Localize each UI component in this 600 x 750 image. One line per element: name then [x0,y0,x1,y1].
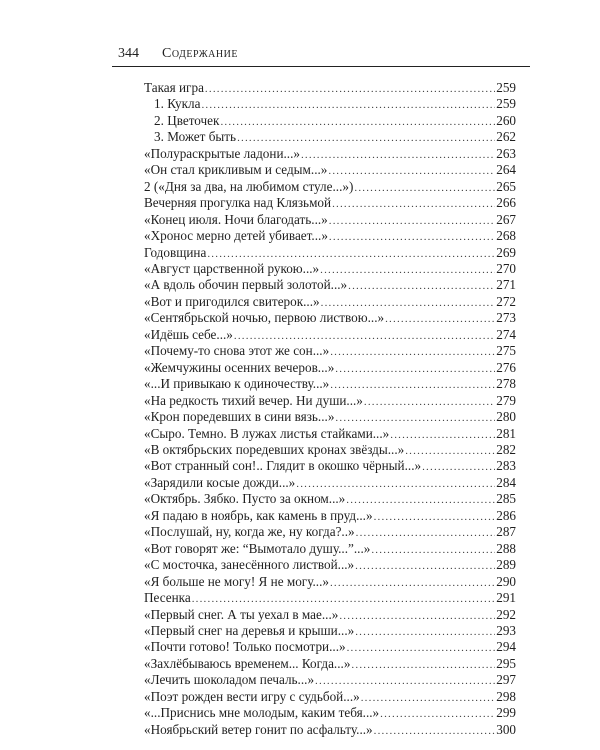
toc-entry-title: 1. Кукла [154,96,201,112]
toc-leader-dots [330,377,495,393]
toc-entry [144,574,516,590]
toc-entry-title: Песенка [144,590,191,606]
toc-entry-title: «Первый снег. А ты уехал в мае...» [144,606,339,622]
toc-leader-dots [328,163,495,179]
toc-entry-page: 290 [496,573,516,589]
table-of-contents [144,80,516,738]
toc-entry-title: 2 («Дня за два, на любимом стуле...») [144,178,354,194]
toc-leader-dots [205,81,495,97]
toc-entry-title: 3. Может быть [154,129,237,145]
toc-entry-title: «Ноябрьский ветер гонит по асфальту...» [144,721,373,737]
toc-leader-dots [390,427,495,443]
toc-entry-title: Годовщина [144,244,207,260]
toc-leader-dots [330,344,495,360]
toc-entry-title: «Идёшь себе...» [144,326,233,342]
toc-entry [144,475,516,491]
toc-entry-title: «Август царственной рукою...» [144,260,320,276]
toc-entry-title: «Я падаю в ноябрь, как камень в пруд...» [144,507,373,523]
toc-entry-page: 266 [496,195,516,211]
toc-entry-title: «Послушай, ну, когда же, ну когда?..» [144,524,355,540]
toc-entry-page: 282 [496,441,516,457]
toc-entry [144,541,516,557]
toc-entry [144,162,516,178]
toc-entry [144,426,516,442]
toc-entry [144,607,516,623]
running-header [112,44,530,67]
toc-entry [144,327,516,343]
toc-leader-dots [364,394,495,410]
toc-leader-dots [356,525,496,541]
toc-entry-title: «Лечить шоколадом печаль...» [144,672,315,688]
toc-entry-page: 267 [496,211,516,227]
toc-entry-page: 299 [496,705,516,721]
toc-leader-dots [422,459,495,475]
toc-entry-page: 280 [496,409,516,425]
toc-entry-title: «Я больше не могу! Я не могу...» [144,573,329,589]
toc-leader-dots [335,361,495,377]
toc-entry-title: «Захлёбываюсь временем... Когда...» [144,655,351,671]
toc-entry-page: 263 [496,145,516,161]
toc-entry-title: «Вот говорят же: “Вымотало душу...”...» [144,540,371,556]
toc-entry-page: 281 [496,425,516,441]
toc-entry [144,261,516,277]
toc-leader-dots [347,640,496,656]
toc-entry [144,722,516,738]
toc-entry-title: «...И привыкаю к одиночеству...» [144,376,330,392]
toc-leader-dots [207,246,495,262]
toc-entry-title: «...Приснись мне молодым, каким тебя...» [144,705,380,721]
toc-entry-title: «Хронос мерно детей убивает...» [144,228,328,244]
toc-entry-page: 271 [496,277,516,293]
toc-entry [144,705,516,721]
toc-entry-title: «Крон поредевших в сини вязь...» [144,409,335,425]
toc-entry [144,195,516,211]
toc-entry-title: «Вот странный сон!.. Глядит в окошко чёрный...» [144,458,422,474]
toc-entry-title: Такая игра [144,80,204,95]
toc-entry [144,376,516,392]
toc-leader-dots [371,542,495,558]
toc-leader-dots [237,130,495,146]
toc-entry-title: «Жемчужины осенних вечеров...» [144,359,335,375]
toc-entry-title: 2. Цветочек [154,112,220,128]
toc-entry-page: 294 [496,639,516,655]
toc-entry [144,294,516,310]
toc-entry-page: 275 [496,343,516,359]
toc-entry-page: 286 [496,507,516,523]
toc-entry [144,245,516,261]
toc-entry-page: 291 [496,590,516,606]
toc-entry-title: «Вот и пригодился свитерок...» [144,293,320,309]
toc-entry-title: «Сыро. Темно. В лужах листья стайками...» [144,425,390,441]
toc-entry-title: «Почему-то снова этот же сон...» [144,343,330,359]
toc-entry-title: «С мосточка, занесённого листвой...» [144,557,355,573]
toc-entry-page: 288 [496,540,516,556]
toc-entry-title: «В октябрьских поредевших кронах звёзды...» [144,441,405,457]
toc-leader-dots [201,97,495,113]
toc-entry-page: 283 [496,458,516,474]
toc-entry [144,508,516,524]
toc-entry-page: 265 [496,178,516,194]
toc-entry [144,113,516,129]
toc-entry [144,639,516,655]
toc-entry-page: 259 [496,96,516,112]
toc-entry [144,212,516,228]
toc-leader-dots [329,213,495,229]
toc-entry-title: «Полураскрытые ладони...» [144,145,300,161]
toc-leader-dots [329,229,495,245]
toc-leader-dots [405,443,495,459]
toc-entry-title: «Зарядили косые дожди...» [144,474,296,490]
toc-entry [144,360,516,376]
toc-leader-dots [321,295,496,311]
toc-entry-page: 295 [496,655,516,671]
toc-leader-dots [351,657,495,673]
toc-entry-page: 269 [496,244,516,260]
toc-leader-dots [315,673,495,689]
toc-leader-dots [220,114,495,130]
toc-leader-dots [361,690,495,706]
toc-entry-page: 297 [496,672,516,688]
toc-leader-dots [330,575,495,591]
toc-leader-dots [296,476,495,492]
toc-entry [144,672,516,688]
toc-entry [144,129,516,145]
toc-entry-page: 272 [496,293,516,309]
toc-entry [144,96,516,112]
toc-entry-title: «На редкость тихий вечер. Ни души...» [144,392,363,408]
toc-entry [144,590,516,606]
toc-entry-page: 268 [496,228,516,244]
toc-entry-page: 300 [496,721,516,737]
toc-entry-title: «А вдоль обочин первый золотой...» [144,277,348,293]
toc-entry-page: 259 [496,80,516,95]
toc-entry [144,524,516,540]
toc-entry-title: «Поэт рожден вести игру с судьбой...» [144,688,360,704]
toc-entry-page: 260 [496,112,516,128]
section-title: Содержание [162,46,238,61]
toc-entry-page: 262 [496,129,516,145]
toc-entry [144,277,516,293]
toc-entry [144,557,516,573]
toc-entry [144,623,516,639]
toc-leader-dots [301,147,495,163]
toc-leader-dots [332,196,495,212]
toc-entry-page: 289 [496,557,516,573]
toc-leader-dots [335,410,495,426]
toc-leader-dots [348,278,495,294]
toc-leader-dots [339,608,495,624]
toc-entry [144,80,516,96]
toc-entry-page: 278 [496,376,516,392]
toc-leader-dots [354,180,495,196]
toc-leader-dots [355,558,495,574]
toc-entry [144,146,516,162]
toc-entry-page: 293 [496,622,516,638]
toc-entry-title: «Он стал крикливым и седым...» [144,162,328,178]
toc-entry [144,393,516,409]
toc-entry-title: «Конец июля. Ночи благодать...» [144,211,328,227]
toc-entry-title: «Почти готово! Только посмотри...» [144,639,346,655]
toc-leader-dots [234,328,495,344]
toc-entry [144,343,516,359]
toc-entry-page: 273 [496,310,516,326]
toc-entry-page: 285 [496,491,516,507]
toc-entry-page: 292 [496,606,516,622]
toc-entry-page: 264 [496,162,516,178]
toc-entry-page: 279 [496,392,516,408]
toc-leader-dots [374,723,496,739]
toc-leader-dots [192,591,496,607]
toc-entry [144,491,516,507]
toc-entry-page: 270 [496,260,516,276]
toc-entry [144,656,516,672]
toc-entry [144,409,516,425]
toc-entry-title: Вечерняя прогулка над Клязьмой [144,195,332,211]
toc-leader-dots [380,706,495,722]
toc-entry-page: 284 [496,474,516,490]
toc-leader-dots [385,311,495,327]
toc-leader-dots [346,492,495,508]
toc-entry [144,228,516,244]
toc-entry [144,458,516,474]
toc-leader-dots [374,509,496,525]
toc-entry [144,689,516,705]
toc-entry [144,179,516,195]
toc-entry-title: «Первый снег на деревья и крыши...» [144,622,355,638]
toc-leader-dots [355,624,495,640]
toc-entry [144,310,516,326]
toc-entry-title: «Октябрь. Зябко. Пусто за окном...» [144,491,346,507]
toc-entry-page: 298 [496,688,516,704]
toc-entry [144,442,516,458]
toc-entry-page: 276 [496,359,516,375]
toc-leader-dots [320,262,495,278]
page-number: 344 [118,46,139,61]
toc-entry-title: «Сентябрьской ночью, первою листвою...» [144,310,385,326]
toc-entry-page: 274 [496,326,516,342]
toc-entry-page: 287 [496,524,516,540]
